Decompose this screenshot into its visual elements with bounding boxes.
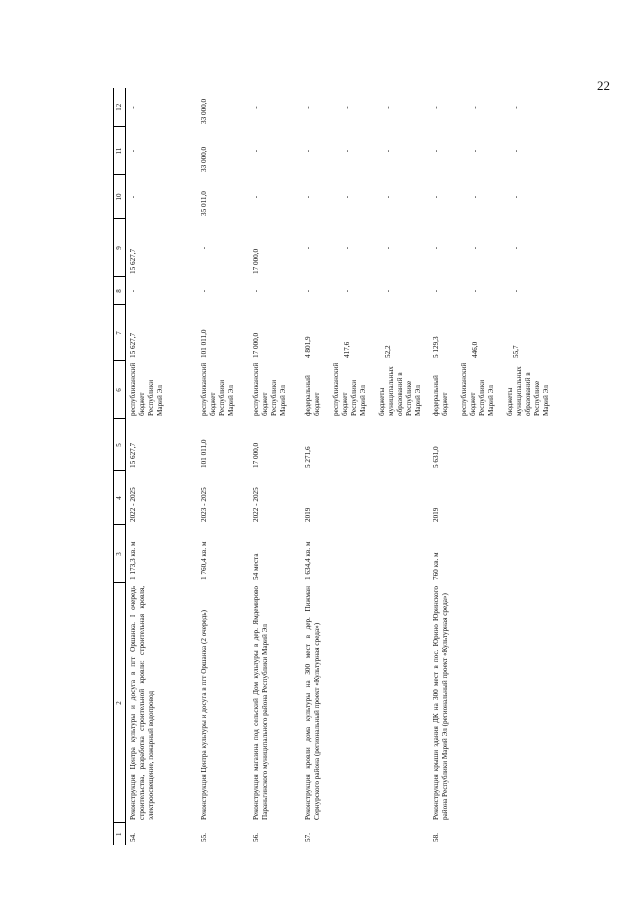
- col7-value: [125, 305, 197, 361]
- object-name: Реконструкция кровли дома культуры на 300 мест в дер. Пижман Сернурского района (региональный проект «Культурная среда»): [304, 586, 322, 820]
- value: -: [343, 106, 352, 109]
- budget-line: республиканский бюджет Республики Марий Эл: [128, 362, 164, 416]
- table-row: [197, 88, 249, 845]
- value: -: [304, 106, 313, 109]
- col10-value: [197, 175, 249, 219]
- col8-value: [429, 277, 557, 305]
- col8-value: [197, 277, 249, 305]
- value: 446,0: [471, 341, 480, 358]
- object-name: Реконструкция крыши здания ДК на 300 мест в пос. Юрино Юринского района Республики Марий Эл (региональный проект «Культурная среда»): [432, 586, 450, 820]
- header-cell-1: 1: [114, 823, 126, 845]
- value: 417,6: [343, 341, 352, 358]
- value: 15 627,7: [128, 332, 137, 358]
- table-row: [301, 88, 429, 845]
- value: -: [252, 195, 261, 199]
- col12-value: [197, 88, 249, 127]
- header-cell-6: 6: [114, 361, 126, 419]
- value: -: [512, 106, 521, 109]
- value: 15 627,7: [128, 248, 137, 274]
- value: -: [471, 149, 480, 153]
- value: -: [432, 289, 441, 293]
- col8-value: [249, 277, 301, 305]
- total-cost: 5 631,0: [432, 446, 441, 468]
- value: -: [200, 289, 209, 293]
- row-number: 57.: [304, 833, 313, 842]
- total-cost: 15 627,7: [128, 442, 137, 468]
- capacity: 760 кв. м: [432, 552, 441, 580]
- budget-line: республиканский бюджет Республики Марий Эл: [332, 362, 368, 416]
- object-name: Реконструкция магазина под сельский Дом культуры в дер. Ямдемирово Параньгинского муниципального района Республики Марий Эл: [252, 586, 270, 820]
- object-name: Реконструкция Центра культуры и досуга в пгт Оршанка (2 очередь): [200, 610, 209, 820]
- col10-value: [301, 175, 429, 219]
- value: 17 000,0: [252, 332, 261, 358]
- col12-value: [429, 88, 557, 127]
- value: -: [432, 246, 441, 250]
- value: -: [471, 106, 480, 109]
- value: -: [384, 149, 393, 153]
- header-cell-8: 8: [114, 277, 126, 305]
- value: 55,7: [512, 345, 521, 358]
- funding-source: [429, 361, 557, 419]
- value: -: [304, 246, 313, 250]
- header-cell-12: 12: [114, 88, 126, 127]
- col7-value: [301, 305, 429, 361]
- value: -: [512, 149, 521, 153]
- value: -: [128, 195, 137, 199]
- col9-value: [197, 219, 249, 277]
- value: -: [471, 195, 480, 199]
- value: 4 801,9: [304, 336, 313, 358]
- budget-line: бюджеты муниципальных образований в Республике Марий Эл: [506, 366, 551, 416]
- col11-value: [429, 127, 557, 175]
- value: -: [432, 106, 441, 109]
- header-row: [114, 88, 126, 845]
- total-cost: 17 000,0: [252, 442, 261, 468]
- value: -: [200, 246, 209, 250]
- value: -: [304, 289, 313, 293]
- total-cost: 101 011,0: [200, 439, 209, 468]
- years: 2022 - 2025: [252, 487, 261, 522]
- value: -: [384, 195, 393, 199]
- value: 5 129,3: [432, 336, 441, 358]
- value: -: [471, 246, 480, 250]
- value: -: [432, 195, 441, 199]
- col8-value: [301, 277, 429, 305]
- years: 2019: [432, 507, 441, 522]
- row-number: 58.: [432, 833, 441, 842]
- col10-value: [125, 175, 197, 219]
- header-cell-10: 10: [114, 175, 126, 219]
- col9-value: [125, 219, 197, 277]
- value: -: [252, 106, 261, 109]
- value: -: [343, 195, 352, 199]
- funding-source: [125, 361, 197, 419]
- value: -: [252, 289, 261, 293]
- value: -: [304, 195, 313, 199]
- value: -: [512, 289, 521, 293]
- value: -: [512, 195, 521, 199]
- col12-value: [125, 88, 197, 127]
- budget-line: федеральный бюджет: [432, 375, 450, 416]
- capacity: 1 634,4 кв. м: [304, 541, 313, 580]
- years: 2022 - 2025: [128, 487, 137, 522]
- header-cell-3: 3: [114, 525, 126, 583]
- value: -: [384, 289, 393, 293]
- value: -: [128, 106, 137, 109]
- value: -: [343, 289, 352, 293]
- col12-value: [249, 88, 301, 127]
- value: -: [384, 106, 393, 109]
- rotated-table-wrapper: [113, 88, 551, 845]
- value: 17 000,0: [252, 248, 261, 274]
- value: -: [512, 246, 521, 250]
- col12-value: [301, 88, 429, 127]
- col10-value: [429, 175, 557, 219]
- capacity: 1 173,3 кв. м: [128, 541, 137, 580]
- budget-line: республиканский бюджет Республики Марий Эл: [200, 362, 236, 416]
- value: -: [128, 289, 137, 293]
- header-cell-5: 5: [114, 419, 126, 471]
- table-row: [125, 88, 197, 845]
- table-row: [429, 88, 557, 845]
- budget-line: бюджеты муниципальных образований в Республике Марий Эл: [378, 366, 423, 416]
- page-number: 22: [597, 78, 610, 93]
- value: -: [343, 149, 352, 153]
- value: 33 000,0: [200, 146, 209, 172]
- col9-value: [301, 219, 429, 277]
- col11-value: [301, 127, 429, 175]
- funding-source: [249, 361, 301, 419]
- budget-line: республиканский бюджет Республики Марий Эл: [460, 362, 496, 416]
- value: 33 000,0: [200, 98, 209, 124]
- value: -: [252, 149, 261, 153]
- value: -: [471, 289, 480, 293]
- value: -: [343, 246, 352, 250]
- budget-line: республиканский бюджет Республики Марий Эл: [252, 362, 288, 416]
- row-number: 54.: [128, 833, 137, 842]
- funding-source: [197, 361, 249, 419]
- years: 2019: [304, 507, 313, 522]
- col7-value: [429, 305, 557, 361]
- value: 35 011,0: [200, 191, 209, 216]
- col9-value: [249, 219, 301, 277]
- header-cell-11: 11: [114, 127, 126, 175]
- object-name: Реконструкция Центра культуры и досуга в пгт Оршанка. I очередь строительства, разработка строительной кровли: строительная кровля, электроосвещение, пожарный водопровод: [128, 586, 155, 820]
- value: -: [128, 149, 137, 153]
- value: -: [384, 246, 393, 250]
- capacity: 54 места: [252, 553, 261, 580]
- table-row: [249, 88, 301, 845]
- value: -: [432, 149, 441, 153]
- value: 101 011,0: [200, 329, 209, 358]
- col11-value: [125, 127, 197, 175]
- years: 2023 - 2025: [200, 487, 209, 522]
- value: 52,2: [384, 345, 393, 358]
- col10-value: [249, 175, 301, 219]
- header-cell-2: 2: [114, 583, 126, 823]
- total-cost: 5 271,6: [304, 446, 313, 468]
- header-cell-4: 4: [114, 471, 126, 525]
- row-number: 55.: [200, 833, 209, 842]
- col7-value: [249, 305, 301, 361]
- header-cell-9: 9: [114, 219, 126, 277]
- budget-line: федеральный бюджет: [304, 375, 322, 416]
- col9-value: [429, 219, 557, 277]
- value: -: [304, 149, 313, 153]
- row-number: 56.: [252, 833, 261, 842]
- funding-source: [301, 361, 429, 419]
- header-cell-7: 7: [114, 305, 126, 361]
- col7-value: [197, 305, 249, 361]
- investment-table: [113, 88, 557, 845]
- col11-value: [249, 127, 301, 175]
- col8-value: [125, 277, 197, 305]
- capacity: 1 760,4 кв. м: [200, 541, 209, 580]
- col11-value: [197, 127, 249, 175]
